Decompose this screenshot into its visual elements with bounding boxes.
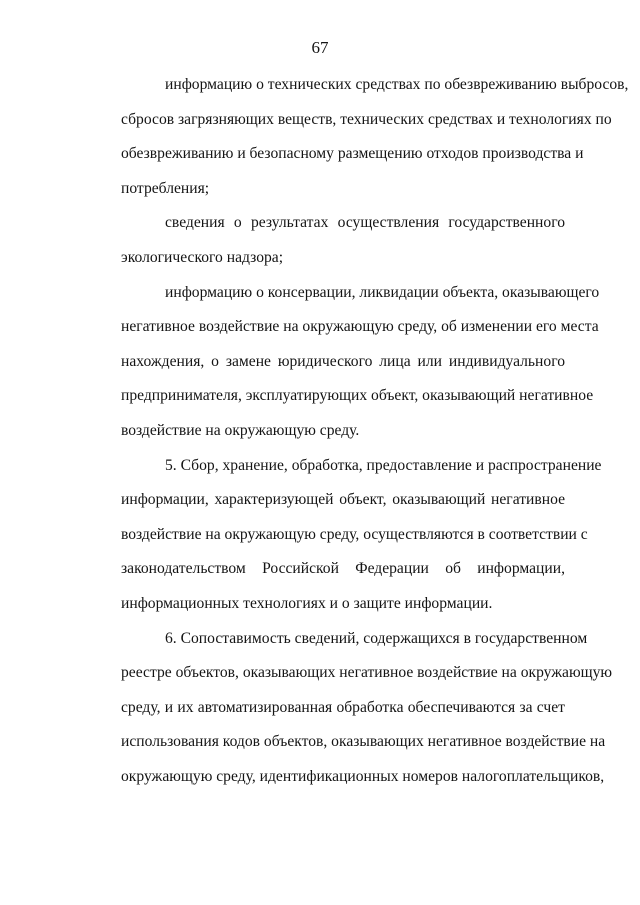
text-line: обезвреживанию и безопасному размещению отходов производства и <box>121 145 584 163</box>
paragraph-section-6 <box>77 622 613 795</box>
text-line: среду, и их автоматизированная обработка обеспечиваются за счет <box>121 698 565 716</box>
text-line: 5. Сбор, хранение, обработка, предоставление и распространение <box>165 456 602 474</box>
text-line: окружающую среду, идентификационных номеров налогоплательщиков, <box>121 767 605 785</box>
text-line: реестре объектов, оказывающих негативное воздействие на окружающую <box>121 664 613 682</box>
text-line: воздействие на окружающую среду, осуществляются в соответствии с <box>121 525 588 543</box>
text-line: информацию о консервации, ликвидации объекта, оказывающего <box>165 283 600 301</box>
text-line: использования кодов объектов, оказывающих негативное воздействие на <box>121 733 606 751</box>
text-line: 6. Сопоставимость сведений, содержащихся в государственном <box>165 629 588 647</box>
text-line: сбросов загрязняющих веществ, технических средствах и технологиях по <box>121 110 612 128</box>
text-line: информации, характеризующей объект, оказывающий негативное <box>121 491 565 509</box>
page-number: 67 <box>311 38 329 57</box>
text-line: законодательством Российской Федерации об информации, <box>121 560 565 578</box>
document-body <box>77 68 629 794</box>
text-line: нахождения, о замене юридического лица или индивидуального <box>121 352 565 370</box>
text-line: негативное воздействие на окружающую среду, об изменении его места <box>121 318 599 336</box>
text-line: информацию о технических средствах по обезвреживанию выбросов, <box>165 76 629 93</box>
text-line: предпринимателя, эксплуатирующих объект, оказывающий негативное <box>121 387 594 405</box>
text-line: воздействие на окружающую среду. <box>121 421 360 439</box>
text-line: экологического надзора; <box>121 248 284 266</box>
text-line: сведения о результатах осуществления государственного <box>165 214 565 232</box>
text-line: потребления; <box>121 179 210 197</box>
paragraph-section-5 <box>77 449 602 622</box>
text-line: информационных технологиях и о защите информации. <box>121 594 493 612</box>
paragraph-supervision-results <box>77 206 565 275</box>
paragraph-technical-means <box>77 68 629 206</box>
paragraph-conservation-liquidation <box>77 276 600 449</box>
